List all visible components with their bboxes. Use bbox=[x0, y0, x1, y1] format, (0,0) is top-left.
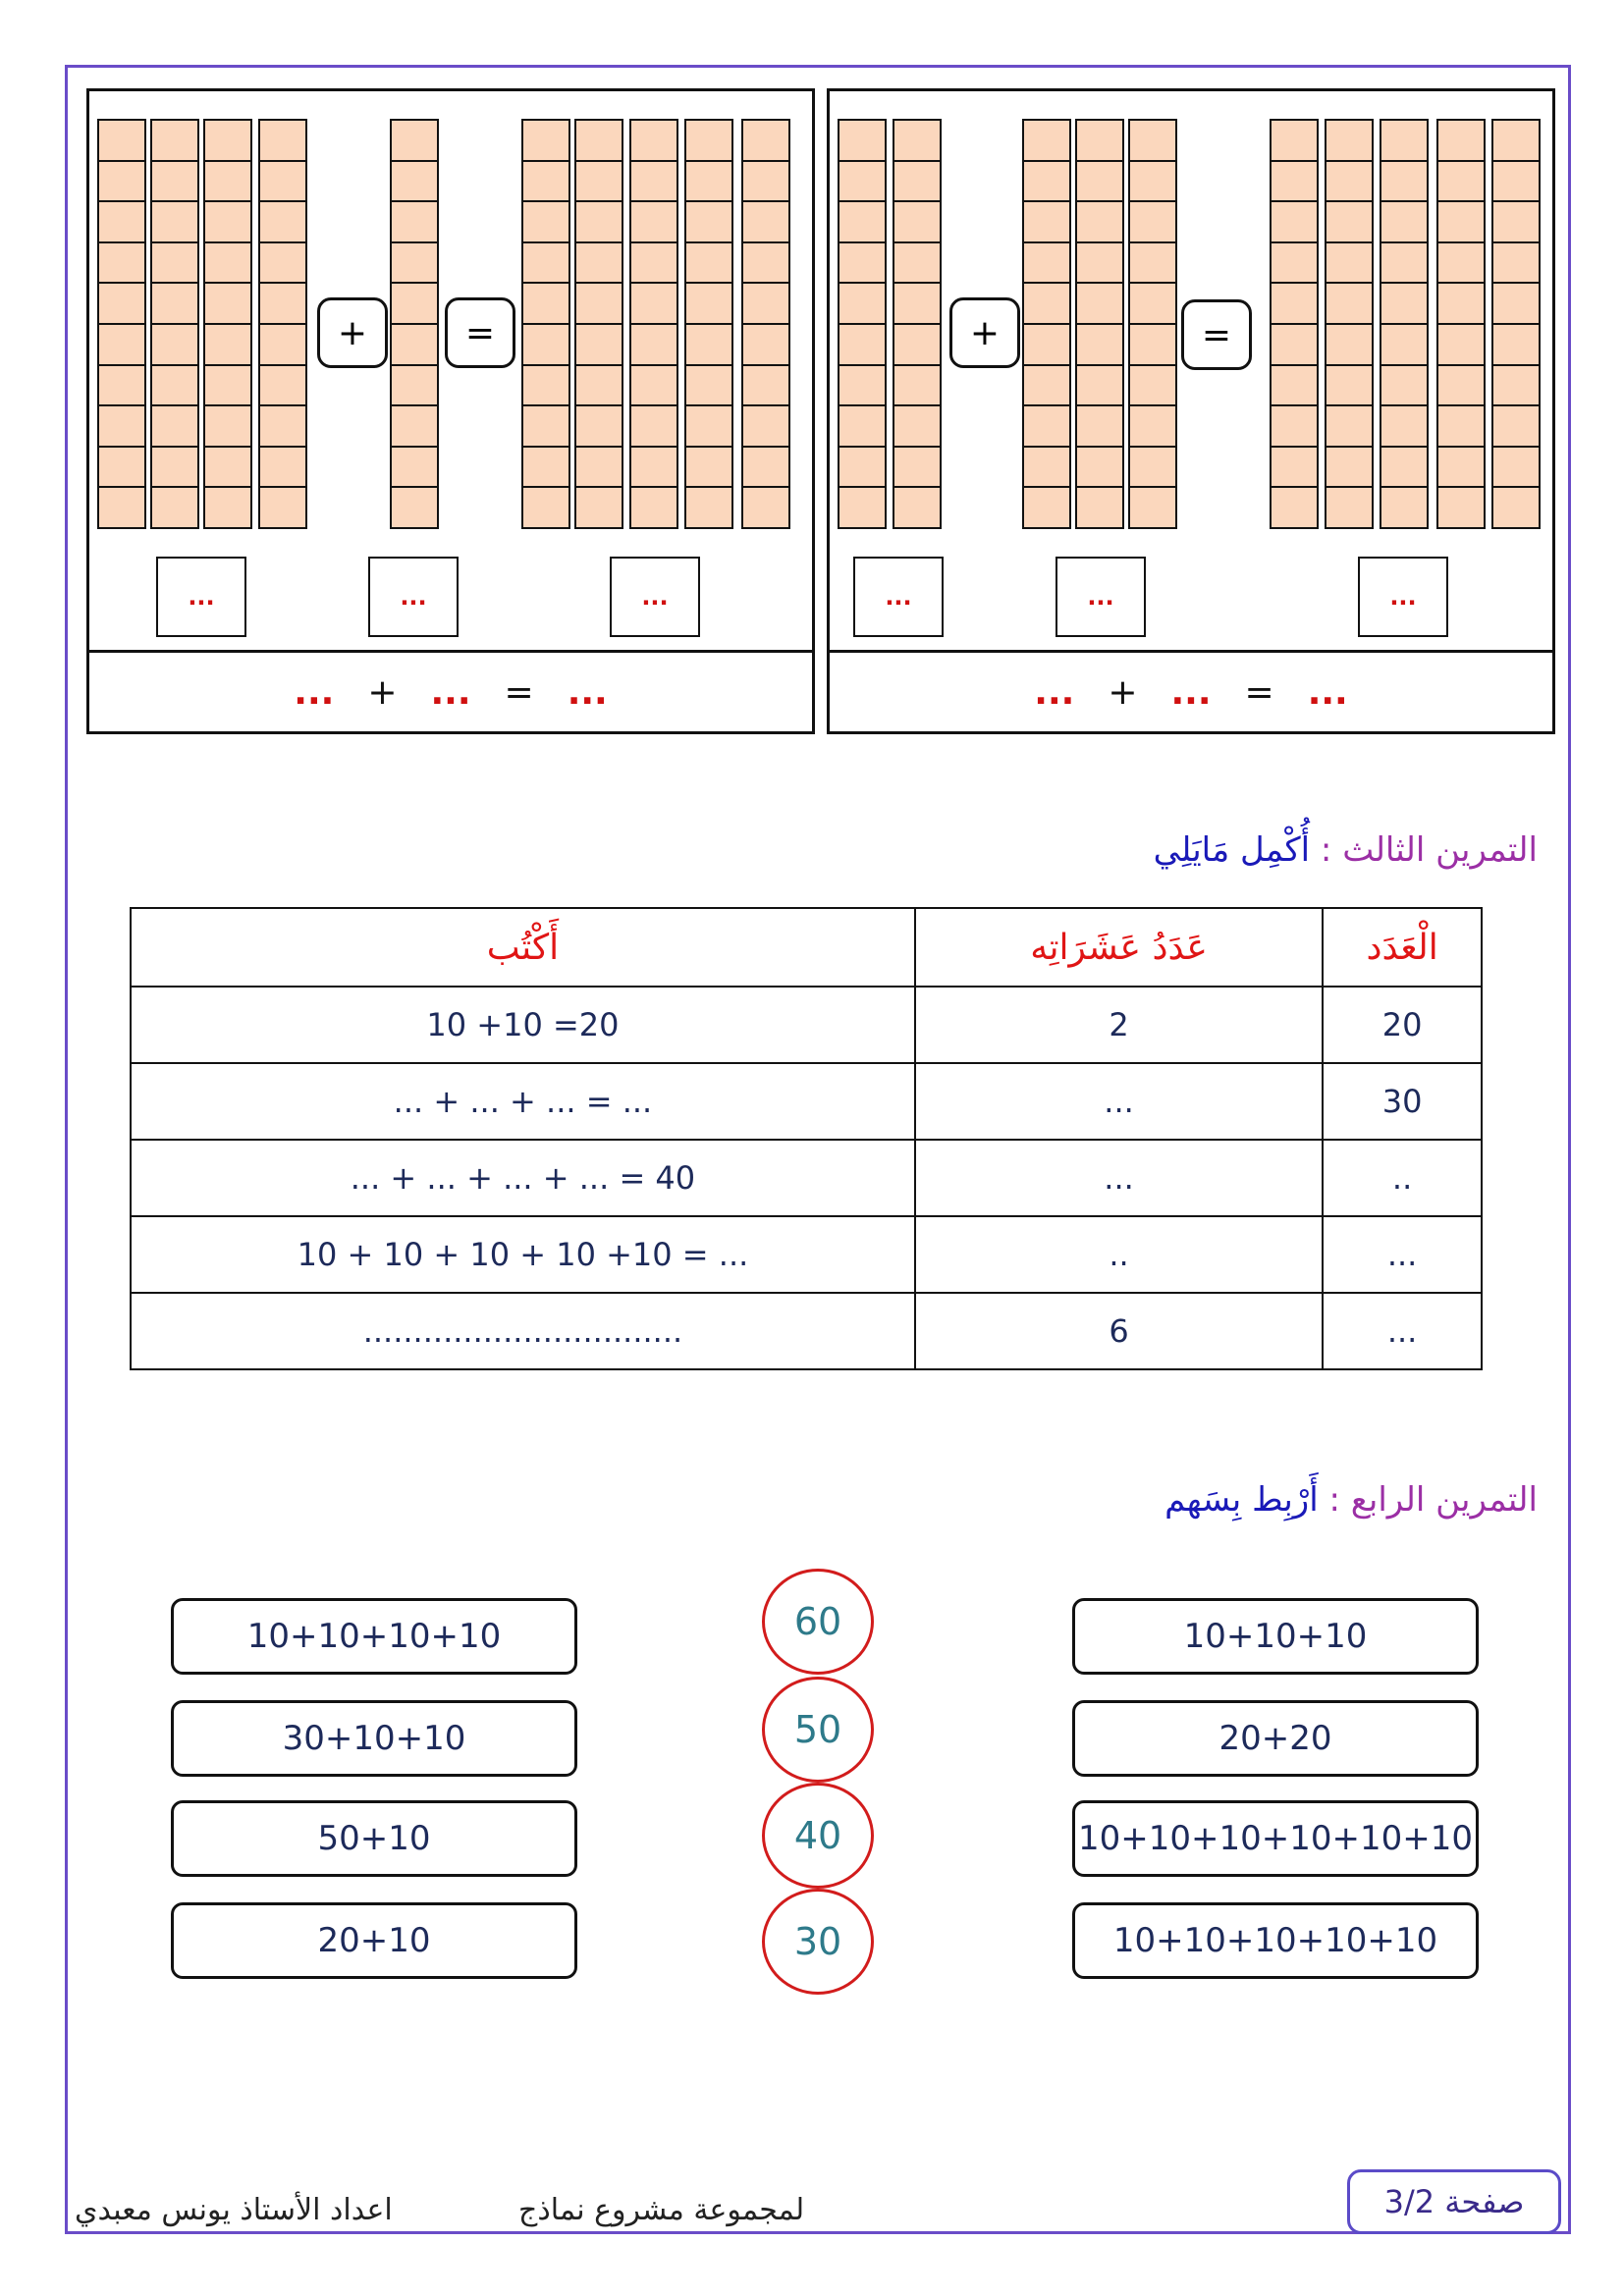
answer-box[interactable]: ... bbox=[610, 557, 700, 637]
unit-cell bbox=[576, 162, 622, 203]
unit-cell bbox=[1438, 243, 1484, 285]
author-credit: اعداد الأستاذ يونس معبدي bbox=[75, 2193, 393, 2227]
tens-column bbox=[390, 119, 439, 529]
unit-cell bbox=[1130, 202, 1175, 243]
unit-cell bbox=[839, 121, 885, 162]
unit-cell bbox=[205, 243, 250, 285]
unit-cell bbox=[1381, 243, 1427, 285]
unit-cell bbox=[1326, 366, 1372, 407]
unit-cell bbox=[1272, 325, 1317, 366]
unit-cell bbox=[686, 406, 731, 448]
table-row bbox=[131, 1216, 1482, 1293]
tens-column bbox=[838, 119, 887, 529]
tens-column bbox=[574, 119, 623, 529]
unit-cell bbox=[631, 284, 677, 325]
unit-cell bbox=[1130, 366, 1175, 407]
unit-cell bbox=[1381, 162, 1427, 203]
table-header-row bbox=[131, 908, 1482, 987]
unit-cell bbox=[99, 406, 144, 448]
unit-cell bbox=[260, 325, 305, 366]
blank[interactable]: ... bbox=[294, 671, 335, 713]
unit-cell bbox=[686, 325, 731, 366]
unit-cell bbox=[152, 243, 197, 285]
unit-cell bbox=[392, 366, 437, 407]
unit-cell bbox=[631, 202, 677, 243]
unit-cell bbox=[894, 488, 940, 527]
unit-cell bbox=[839, 162, 885, 203]
unit-cell bbox=[1493, 366, 1539, 407]
unit-cell bbox=[1326, 325, 1372, 366]
unit-cell bbox=[1381, 488, 1427, 527]
answer-box[interactable]: ... bbox=[1358, 557, 1448, 637]
unit-cell bbox=[631, 325, 677, 366]
unit-cell bbox=[631, 488, 677, 527]
unit-cell bbox=[260, 202, 305, 243]
unit-cell bbox=[1272, 488, 1317, 527]
unit-cell bbox=[260, 284, 305, 325]
unit-cell bbox=[152, 202, 197, 243]
unit-cell bbox=[686, 366, 731, 407]
unit-cell bbox=[1077, 406, 1122, 448]
unit-cell bbox=[1024, 284, 1069, 325]
addition-panel-right bbox=[827, 88, 1555, 734]
unit-cell bbox=[743, 243, 788, 285]
tens-column bbox=[629, 119, 678, 529]
cell-write: 10 +10 =20 bbox=[131, 987, 915, 1063]
unit-cell bbox=[1130, 121, 1175, 162]
unit-cell bbox=[686, 121, 731, 162]
unit-cell bbox=[839, 243, 885, 285]
unit-cell bbox=[686, 243, 731, 285]
unit-cell bbox=[392, 243, 437, 285]
unit-cell bbox=[1493, 488, 1539, 527]
unit-cell bbox=[99, 243, 144, 285]
cell-number: 30 bbox=[1323, 1063, 1482, 1140]
unit-cell bbox=[1438, 366, 1484, 407]
cell-write[interactable]: 10 + 10 + 10 + 10 +10 = ... bbox=[131, 1216, 915, 1293]
unit-cell bbox=[743, 284, 788, 325]
unit-cell bbox=[1438, 325, 1484, 366]
number-circle[interactable]: 40 bbox=[762, 1783, 874, 1889]
unit-cell bbox=[1130, 406, 1175, 448]
unit-cell bbox=[631, 162, 677, 203]
unit-cell bbox=[743, 202, 788, 243]
header-number: الْعَدَد bbox=[1323, 908, 1482, 987]
unit-cell bbox=[1272, 121, 1317, 162]
tens-column bbox=[1075, 119, 1124, 529]
unit-cell bbox=[576, 121, 622, 162]
header-write: أَكْتُب bbox=[131, 908, 915, 987]
unit-cell bbox=[1077, 284, 1122, 325]
group-credit: لمجموعة مشروع نماذج bbox=[518, 2193, 805, 2227]
cell-number: 20 bbox=[1323, 987, 1482, 1063]
unit-cell bbox=[576, 284, 622, 325]
unit-cell bbox=[1326, 202, 1372, 243]
answer-box[interactable]: ... bbox=[156, 557, 246, 637]
unit-cell bbox=[743, 162, 788, 203]
unit-cell bbox=[152, 488, 197, 527]
tens-column bbox=[1380, 119, 1429, 529]
header-tens: عَدَدُ عَشَرَاتِه bbox=[915, 908, 1323, 987]
unit-cell bbox=[894, 325, 940, 366]
unit-cell bbox=[1326, 448, 1372, 489]
cell-tens: 2 bbox=[915, 987, 1323, 1063]
exercise3-label: التمرين الثالث bbox=[1342, 830, 1538, 870]
tens-column bbox=[1491, 119, 1541, 529]
exercise4-instruction: أَرْبِط بِسَهم bbox=[1164, 1480, 1319, 1520]
unit-cell bbox=[205, 121, 250, 162]
unit-cell bbox=[1024, 243, 1069, 285]
unit-cell bbox=[576, 488, 622, 527]
unit-cell bbox=[1326, 243, 1372, 285]
unit-cell bbox=[99, 202, 144, 243]
cell-write[interactable]: ... + ... + ... = ... bbox=[131, 1063, 915, 1140]
unit-cell bbox=[1024, 488, 1069, 527]
tens-column bbox=[203, 119, 252, 529]
unit-cell bbox=[1381, 448, 1427, 489]
table-row bbox=[131, 987, 1482, 1063]
unit-cell bbox=[743, 488, 788, 527]
unit-cell bbox=[1077, 121, 1122, 162]
tens-column bbox=[893, 119, 942, 529]
blank[interactable]: ... bbox=[1034, 671, 1075, 713]
unit-cell bbox=[576, 202, 622, 243]
unit-cell bbox=[205, 366, 250, 407]
unit-cell bbox=[392, 488, 437, 527]
unit-cell bbox=[523, 121, 568, 162]
left-expression-box[interactable]: 30+10+10 bbox=[171, 1700, 577, 1777]
unit-cell bbox=[152, 325, 197, 366]
unit-cell bbox=[1381, 284, 1427, 325]
unit-cell bbox=[1381, 366, 1427, 407]
unit-cell bbox=[1272, 284, 1317, 325]
unit-cell bbox=[894, 121, 940, 162]
tens-column bbox=[741, 119, 790, 529]
unit-cell bbox=[523, 243, 568, 285]
unit-cell bbox=[686, 162, 731, 203]
tens-column bbox=[1325, 119, 1374, 529]
heading-separator: : bbox=[1328, 1480, 1340, 1520]
tens-column bbox=[684, 119, 733, 529]
cell-write[interactable]: ... + ... + ... + ... = 40 bbox=[131, 1140, 915, 1216]
left-expression-box[interactable]: 10+10+10+10 bbox=[171, 1598, 577, 1675]
plus-sign: + bbox=[317, 297, 388, 368]
unit-cell bbox=[1272, 243, 1317, 285]
unit-cell bbox=[1024, 121, 1069, 162]
unit-cell bbox=[99, 284, 144, 325]
unit-cell bbox=[260, 406, 305, 448]
tens-column bbox=[150, 119, 199, 529]
unit-cell bbox=[523, 366, 568, 407]
unit-cell bbox=[839, 448, 885, 489]
unit-cell bbox=[1077, 162, 1122, 203]
unit-cell bbox=[260, 162, 305, 203]
right-expression-box[interactable]: 10+10+10 bbox=[1072, 1598, 1479, 1675]
tens-column bbox=[521, 119, 570, 529]
unit-cell bbox=[1077, 366, 1122, 407]
unit-cell bbox=[1438, 121, 1484, 162]
unit-cell bbox=[152, 162, 197, 203]
blank[interactable]: ... bbox=[1307, 671, 1348, 713]
unit-cell bbox=[99, 121, 144, 162]
cell-tens: 6 bbox=[915, 1293, 1323, 1369]
unit-cell bbox=[205, 448, 250, 489]
unit-cell bbox=[686, 488, 731, 527]
unit-cell bbox=[1077, 202, 1122, 243]
cell-write[interactable]: ................................ bbox=[131, 1293, 915, 1369]
unit-cell bbox=[1077, 243, 1122, 285]
left-expression-box[interactable]: 50+10 bbox=[171, 1800, 577, 1877]
unit-cell bbox=[894, 448, 940, 489]
equation-row bbox=[830, 650, 1552, 731]
unit-cell bbox=[205, 325, 250, 366]
exercise3-heading bbox=[1154, 830, 1538, 870]
unit-cell bbox=[743, 448, 788, 489]
cell-number[interactable]: .. bbox=[1323, 1140, 1482, 1216]
unit-cell bbox=[894, 366, 940, 407]
unit-cell bbox=[576, 366, 622, 407]
unit-cell bbox=[99, 162, 144, 203]
unit-cell bbox=[1493, 284, 1539, 325]
equals-sign: = bbox=[1181, 299, 1252, 370]
answer-box[interactable]: ... bbox=[1056, 557, 1146, 637]
unit-cell bbox=[1024, 325, 1069, 366]
page-number-box: صفحة 3/2 bbox=[1347, 2169, 1561, 2234]
unit-cell bbox=[1326, 488, 1372, 527]
unit-cell bbox=[1326, 162, 1372, 203]
unit-cell bbox=[205, 406, 250, 448]
unit-cell bbox=[1493, 406, 1539, 448]
unit-cell bbox=[152, 284, 197, 325]
unit-cell bbox=[1438, 284, 1484, 325]
unit-cell bbox=[523, 488, 568, 527]
unit-cell bbox=[1130, 325, 1175, 366]
unit-cell bbox=[1438, 488, 1484, 527]
unit-cell bbox=[1077, 448, 1122, 489]
left-expression-box[interactable]: 20+10 bbox=[171, 1902, 577, 1979]
table-row bbox=[131, 1293, 1482, 1369]
unit-cell bbox=[205, 162, 250, 203]
unit-cell bbox=[631, 406, 677, 448]
unit-cell bbox=[1438, 448, 1484, 489]
unit-cell bbox=[894, 243, 940, 285]
addition-panel-left bbox=[86, 88, 815, 734]
unit-cell bbox=[1272, 202, 1317, 243]
equals-sign: = bbox=[445, 297, 515, 368]
table-row bbox=[131, 1140, 1482, 1216]
unit-cell bbox=[839, 325, 885, 366]
unit-cell bbox=[686, 284, 731, 325]
answer-box[interactable]: ... bbox=[853, 557, 944, 637]
unit-cell bbox=[260, 243, 305, 285]
unit-cell bbox=[392, 284, 437, 325]
unit-cell bbox=[1130, 243, 1175, 285]
unit-cell bbox=[1326, 121, 1372, 162]
unit-cell bbox=[1024, 366, 1069, 407]
unit-cell bbox=[576, 406, 622, 448]
unit-cell bbox=[99, 488, 144, 527]
number-circle[interactable]: 60 bbox=[762, 1569, 874, 1675]
blank[interactable]: ... bbox=[430, 671, 471, 713]
unit-cell bbox=[839, 406, 885, 448]
unit-cell bbox=[205, 284, 250, 325]
unit-cell bbox=[576, 243, 622, 285]
unit-cell bbox=[392, 121, 437, 162]
unit-cell bbox=[523, 325, 568, 366]
plus-sign: + bbox=[949, 297, 1020, 368]
exercise3-instruction: أُكْمِل مَايَلِي bbox=[1153, 830, 1311, 870]
unit-cell bbox=[1493, 325, 1539, 366]
unit-cell bbox=[1381, 406, 1427, 448]
unit-cell bbox=[523, 202, 568, 243]
unit-cell bbox=[1326, 284, 1372, 325]
unit-cell bbox=[686, 448, 731, 489]
unit-cell bbox=[576, 448, 622, 489]
unit-cell bbox=[99, 448, 144, 489]
tens-column bbox=[1436, 119, 1486, 529]
unit-cell bbox=[1024, 448, 1069, 489]
unit-cell bbox=[1272, 366, 1317, 407]
unit-cell bbox=[1438, 202, 1484, 243]
cell-tens[interactable]: ... bbox=[915, 1140, 1323, 1216]
unit-cell bbox=[152, 448, 197, 489]
unit-cell bbox=[1493, 202, 1539, 243]
cell-tens[interactable]: .. bbox=[915, 1216, 1323, 1293]
unit-cell bbox=[1493, 162, 1539, 203]
unit-cell bbox=[1272, 448, 1317, 489]
unit-cell bbox=[1130, 448, 1175, 489]
unit-cell bbox=[1381, 121, 1427, 162]
unit-cell bbox=[1272, 162, 1317, 203]
heading-separator: : bbox=[1320, 830, 1332, 870]
unit-cell bbox=[839, 488, 885, 527]
unit-cell bbox=[743, 366, 788, 407]
unit-cell bbox=[152, 366, 197, 407]
blank[interactable]: ... bbox=[567, 671, 608, 713]
blank[interactable]: ... bbox=[1170, 671, 1212, 713]
unit-cell bbox=[1272, 406, 1317, 448]
unit-cell bbox=[839, 202, 885, 243]
unit-cell bbox=[1077, 325, 1122, 366]
unit-cell bbox=[392, 202, 437, 243]
unit-cell bbox=[1493, 243, 1539, 285]
unit-cell bbox=[1024, 202, 1069, 243]
unit-cell bbox=[1024, 406, 1069, 448]
unit-cell bbox=[743, 406, 788, 448]
equation-row bbox=[89, 650, 812, 731]
tens-column bbox=[97, 119, 146, 529]
unit-cell bbox=[1024, 162, 1069, 203]
unit-cell bbox=[1077, 488, 1122, 527]
exercise4-heading bbox=[1164, 1480, 1538, 1520]
unit-cell bbox=[99, 325, 144, 366]
unit-cell bbox=[1381, 325, 1427, 366]
unit-cell bbox=[839, 284, 885, 325]
unit-cell bbox=[1381, 202, 1427, 243]
tens-table bbox=[130, 907, 1483, 1370]
unit-cell bbox=[205, 488, 250, 527]
cell-number[interactable]: ... bbox=[1323, 1293, 1482, 1369]
plus-operator: + bbox=[1108, 671, 1138, 713]
right-expression-box[interactable]: 10+10+10+10+10 bbox=[1072, 1902, 1479, 1979]
right-expression-box[interactable]: 10+10+10+10+10+10 bbox=[1072, 1800, 1479, 1877]
unit-cell bbox=[1326, 406, 1372, 448]
equals-operator: = bbox=[1244, 671, 1274, 713]
unit-cell bbox=[894, 202, 940, 243]
unit-cell bbox=[1130, 162, 1175, 203]
unit-cell bbox=[523, 448, 568, 489]
unit-cell bbox=[392, 162, 437, 203]
tens-column bbox=[1128, 119, 1177, 529]
unit-cell bbox=[392, 325, 437, 366]
unit-cell bbox=[743, 121, 788, 162]
unit-cell bbox=[260, 366, 305, 407]
unit-cell bbox=[1438, 162, 1484, 203]
right-expression-box[interactable]: 20+20 bbox=[1072, 1700, 1479, 1777]
unit-cell bbox=[686, 202, 731, 243]
unit-cell bbox=[894, 284, 940, 325]
unit-cell bbox=[523, 406, 568, 448]
unit-cell bbox=[99, 366, 144, 407]
unit-cell bbox=[839, 366, 885, 407]
unit-cell bbox=[523, 162, 568, 203]
unit-cell bbox=[894, 406, 940, 448]
tens-column bbox=[1022, 119, 1071, 529]
unit-cell bbox=[392, 406, 437, 448]
unit-cell bbox=[152, 121, 197, 162]
tens-column bbox=[1270, 119, 1319, 529]
unit-cell bbox=[631, 448, 677, 489]
unit-cell bbox=[260, 121, 305, 162]
unit-cell bbox=[631, 243, 677, 285]
unit-cell bbox=[152, 406, 197, 448]
unit-cell bbox=[1130, 488, 1175, 527]
number-circle[interactable]: 50 bbox=[762, 1677, 874, 1783]
unit-cell bbox=[576, 325, 622, 366]
number-circle[interactable]: 30 bbox=[762, 1889, 874, 1995]
unit-cell bbox=[1493, 121, 1539, 162]
cell-number[interactable]: ... bbox=[1323, 1216, 1482, 1293]
unit-cell bbox=[205, 202, 250, 243]
unit-cell bbox=[1130, 284, 1175, 325]
unit-cell bbox=[1438, 406, 1484, 448]
unit-cell bbox=[260, 448, 305, 489]
unit-cell bbox=[743, 325, 788, 366]
unit-cell bbox=[523, 284, 568, 325]
exercise4-label: التمرين الرابع bbox=[1350, 1480, 1538, 1520]
unit-cell bbox=[392, 448, 437, 489]
table-row bbox=[131, 1063, 1482, 1140]
plus-operator: + bbox=[367, 671, 398, 713]
unit-cell bbox=[631, 121, 677, 162]
unit-cell bbox=[631, 366, 677, 407]
answer-box[interactable]: ... bbox=[368, 557, 459, 637]
unit-cell bbox=[260, 488, 305, 527]
cell-tens[interactable]: ... bbox=[915, 1063, 1323, 1140]
tens-column bbox=[258, 119, 307, 529]
unit-cell bbox=[894, 162, 940, 203]
equals-operator: = bbox=[504, 671, 534, 713]
unit-cell bbox=[1493, 448, 1539, 489]
